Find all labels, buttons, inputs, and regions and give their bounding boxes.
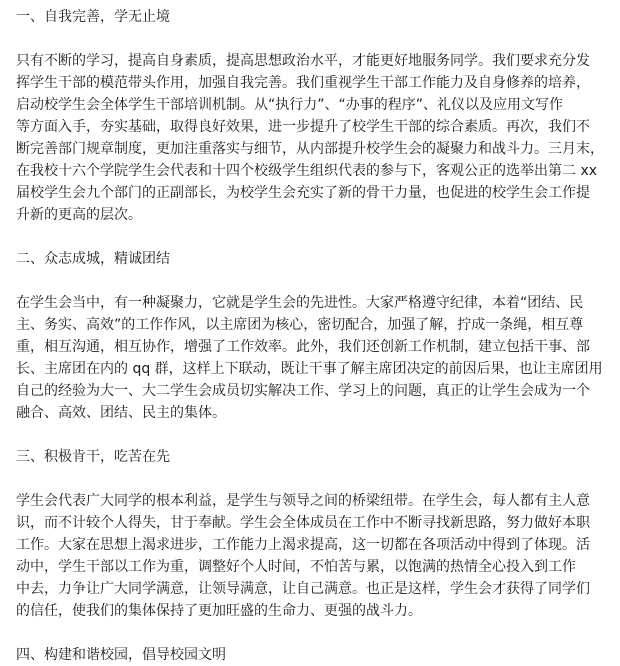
section-heading-3: 三、积极肯干，吃苦在先	[16, 449, 170, 465]
section-heading-2: 二、众志成城，精诚团结	[16, 251, 170, 267]
paragraph-line: 长、主席团在内的 qq 群，这样上下联动，既让干事了解主席团决定的前因后果，也让主席团用	[16, 361, 603, 377]
document-body	[16, 6, 610, 666]
paragraph-line: 届校学生会九个部门的正副部长，为校学生会充实了新的骨干力量，也促进的校学生会工作提	[16, 185, 590, 201]
spacer	[16, 270, 610, 292]
paragraph-line: 动中，学生干部以工作为重，调整好个人时间，不怕苦与累，以饱满的热情全心投入到工作	[16, 559, 576, 575]
paragraph-line: 只有不断的学习，提高自身素质，提高思想政治水平，才能更好地服务同学。我们要求充分发	[16, 53, 590, 69]
section-heading-4: 四、构建和谐校园，倡导校园文明	[16, 647, 226, 663]
paragraph-line: 融合、高效、团结、民主的集体。	[16, 405, 226, 421]
paragraph-line: 在学生会当中，有一种凝聚力，它就是学生会的先进性。大家严格遵守纪律，本着“团结、民	[16, 295, 584, 311]
paragraph-line: 的信任，使我们的集体保持了更加旺盛的生命力、更强的战斗力。	[16, 603, 422, 619]
paragraph-line: 中去，力争让广大同学满意，让领导满意，让自己满意。也正是这样，学生会才获得了同学们	[16, 581, 590, 597]
spacer	[16, 226, 610, 248]
section-heading-1: 一、自我完善，学无止境	[16, 9, 170, 25]
section-paragraph-1	[16, 50, 610, 226]
paragraph-line: 在我校十六个学院学生会代表和十四个校级学生组织代表的参与下，客观公正的选举出第二 xx	[16, 163, 598, 179]
paragraph-line: 挥学生干部的模范带头作用，加强自我完善。我们重视学生干部工作能力及自身修养的培养，	[16, 75, 590, 91]
paragraph-line: 断完善部门规章制度，更加注重落实与细节，从内部提升校学生会的凝聚力和战斗力。三月末，	[16, 141, 604, 157]
spacer	[16, 622, 610, 644]
paragraph-line: 等方面入手，夯实基础，取得良好效果，进一步提升了校学生干部的综合素质。再次，我们不	[16, 119, 590, 135]
paragraph-line: 工作。大家在思想上渴求进步，工作能力上渴求提高，这一切都在各项活动中得到了体现。活	[16, 537, 590, 553]
paragraph-line: 启动校学生会全体学生干部培训机制。从“执行力”、“办事的程序”、礼仪以及应用文写作	[16, 97, 564, 113]
spacer	[16, 424, 610, 446]
paragraph-line: 学生会代表广大同学的根本利益，是学生与领导之间的桥梁纽带。在学生会，每人都有主人意	[16, 493, 590, 509]
paragraph-line: 升新的更高的层次。	[16, 207, 142, 223]
section-paragraph-2	[16, 292, 610, 424]
paragraph-line: 识，而不计较个人得失，甘于奉献。学生会全体成员在工作中不断寻找新思路，努力做好本职	[16, 515, 590, 531]
paragraph-line: 重，相互沟通，相互协作，增强了工作效率。此外，我们还创新工作机制，建立包括干事、部	[16, 339, 590, 355]
spacer	[16, 28, 610, 50]
paragraph-line: 自己的经验为大一、大二学生会成员切实解决工作、学习上的问题，真正的让学生会成为一个	[16, 383, 590, 399]
spacer	[16, 468, 610, 490]
paragraph-line: 主、务实、高效”的工作作风，以主席团为核心，密切配合，加强了解，拧成一条绳，相互尊	[16, 317, 584, 333]
section-paragraph-3	[16, 490, 610, 622]
